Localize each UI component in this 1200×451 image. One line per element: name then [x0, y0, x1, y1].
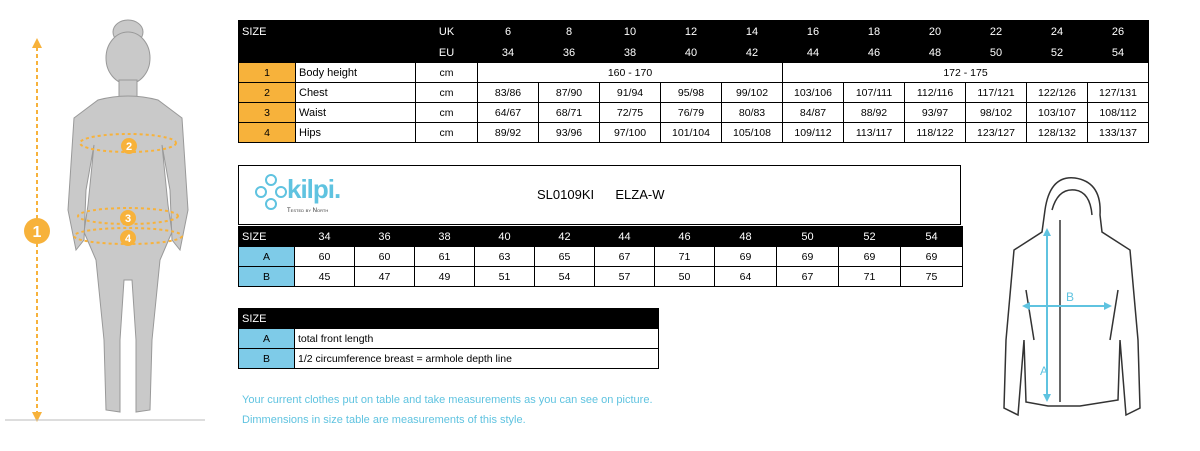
product-size-header: SIZE — [239, 227, 295, 247]
marker-1 — [24, 218, 50, 244]
table-cell: 76/79 — [661, 103, 722, 123]
product-title — [537, 187, 664, 202]
table-cell: 57 — [595, 267, 655, 287]
table-cell: 122/126 — [1027, 83, 1088, 103]
table-cell: 87/90 — [539, 83, 600, 103]
table-cell: 61 — [415, 247, 475, 267]
product-header — [238, 165, 961, 225]
uk-size: 14 — [722, 21, 783, 43]
table-cell: 128/132 — [1027, 123, 1088, 143]
size-header: 48 — [715, 227, 777, 247]
uk-size: 22 — [966, 21, 1027, 43]
jacket-marker-a: A — [1040, 364, 1049, 378]
eu-size: 40 — [661, 43, 722, 63]
table-cell: 67 — [777, 267, 839, 287]
size-header: 36 — [355, 227, 415, 247]
legend-header: SIZE — [239, 309, 295, 329]
table-cell: 113/117 — [844, 123, 905, 143]
legend-description: 1/2 circumference breast = armhole depth line — [295, 349, 659, 369]
svg-text:3: 3 — [124, 213, 132, 225]
table-cell: 68/71 — [539, 103, 600, 123]
size-header: 54 — [901, 227, 963, 247]
jacket-illustration — [990, 170, 1160, 430]
table-cell: 91/94 — [600, 83, 661, 103]
table-row — [239, 329, 659, 349]
marker-4 — [120, 230, 136, 246]
table-cell: 71 — [839, 267, 901, 287]
table-cell: 67 — [595, 247, 655, 267]
row-label: Hips — [296, 123, 416, 143]
table-cell: 99/102 — [722, 83, 783, 103]
size-header: 52 — [839, 227, 901, 247]
table-row — [239, 103, 1149, 123]
table-cell: 60 — [295, 247, 355, 267]
table-cell: 75 — [901, 267, 963, 287]
table-cell: 93/97 — [905, 103, 966, 123]
table-cell: 60 — [355, 247, 415, 267]
instruction-note: Dimmensions in size table are measurements of this style. — [242, 414, 526, 426]
row-unit: cm — [416, 83, 478, 103]
uk-size: 26 — [1088, 21, 1149, 43]
eu-size: 48 — [905, 43, 966, 63]
table-cell: 93/96 — [539, 123, 600, 143]
table-cell: 101/104 — [661, 123, 722, 143]
legend-description: total front length — [295, 329, 659, 349]
table-cell: 103/107 — [1027, 103, 1088, 123]
main-size-table — [238, 20, 1149, 143]
row-label: Body height — [296, 63, 416, 83]
table-cell: 89/92 — [478, 123, 539, 143]
eu-size: 36 — [539, 43, 600, 63]
row-number: 4 — [239, 123, 296, 143]
table-cell: 118/122 — [905, 123, 966, 143]
table-cell: 50 — [655, 267, 715, 287]
size-header: 42 — [535, 227, 595, 247]
size-header: 40 — [475, 227, 535, 247]
size-header: 46 — [655, 227, 715, 247]
brand-tagline: Tested by North — [287, 208, 329, 214]
uk-size: 6 — [478, 21, 539, 43]
eu-size: 50 — [966, 43, 1027, 63]
table-cell: 49 — [415, 267, 475, 287]
row-unit: cm — [416, 103, 478, 123]
instruction-note: Your current clothes put on table and take measurements as you can see on picture. — [242, 394, 653, 406]
table-row — [239, 247, 963, 267]
uk-size: 12 — [661, 21, 722, 43]
size-header: 38 — [415, 227, 475, 247]
eu-size: 52 — [1027, 43, 1088, 63]
eu-size: 42 — [722, 43, 783, 63]
table-row — [239, 83, 1149, 103]
eu-size: 34 — [478, 43, 539, 63]
body-height-range: 160 - 170 — [478, 63, 783, 83]
table-cell: 69 — [901, 247, 963, 267]
table-cell: 80/83 — [722, 103, 783, 123]
row-unit: cm — [416, 63, 478, 83]
table-cell: 64/67 — [478, 103, 539, 123]
kilpi-logo-icon — [253, 172, 289, 212]
table-cell: 83/86 — [478, 83, 539, 103]
table-cell: 88/92 — [844, 103, 905, 123]
table-cell: 84/87 — [783, 103, 844, 123]
legend-key: A — [239, 329, 295, 349]
body-height-range: 172 - 175 — [783, 63, 1149, 83]
uk-size: 8 — [539, 21, 600, 43]
size-header: 34 — [295, 227, 355, 247]
jacket-marker-b: B — [1066, 290, 1075, 304]
table-row — [239, 267, 963, 287]
table-cell: 97/100 — [600, 123, 661, 143]
uk-size: 20 — [905, 21, 966, 43]
table-cell: 123/127 — [966, 123, 1027, 143]
svg-text:2: 2 — [125, 141, 133, 153]
table-cell: 47 — [355, 267, 415, 287]
row-number: 2 — [239, 83, 296, 103]
product-size-table — [238, 226, 963, 287]
table-cell: 69 — [715, 247, 777, 267]
row-label: A — [239, 247, 295, 267]
table-cell: 127/131 — [1088, 83, 1149, 103]
product-name: ELZA-W — [615, 187, 665, 202]
table-row — [239, 349, 659, 369]
table-cell: 105/108 — [722, 123, 783, 143]
marker-3 — [120, 210, 136, 226]
table-cell: 108/112 — [1088, 103, 1149, 123]
table-cell: 69 — [839, 247, 901, 267]
uk-size: 24 — [1027, 21, 1088, 43]
uk-size: 18 — [844, 21, 905, 43]
eu-size: 46 — [844, 43, 905, 63]
table-cell: 109/112 — [783, 123, 844, 143]
table-cell: 51 — [475, 267, 535, 287]
table-cell: 71 — [655, 247, 715, 267]
table-cell: 64 — [715, 267, 777, 287]
size-header: 44 — [595, 227, 655, 247]
size-header: 50 — [777, 227, 839, 247]
table-cell: 103/106 — [783, 83, 844, 103]
table-row — [239, 123, 1149, 143]
brand-logo-text: kilpi. — [287, 174, 341, 204]
row-label: Chest — [296, 83, 416, 103]
table-cell: 72/75 — [600, 103, 661, 123]
row-number: 3 — [239, 103, 296, 123]
table-cell: 95/98 — [661, 83, 722, 103]
main-size-header: SIZE — [239, 21, 416, 43]
marker-2 — [121, 138, 137, 154]
svg-text:4: 4 — [124, 233, 132, 245]
table-cell: 65 — [535, 247, 595, 267]
legend-key: B — [239, 349, 295, 369]
eu-size: 38 — [600, 43, 661, 63]
table-cell: 117/121 — [966, 83, 1027, 103]
uk-size: 10 — [600, 21, 661, 43]
row-unit: cm — [416, 123, 478, 143]
row-label: Waist — [296, 103, 416, 123]
legend-table — [238, 308, 659, 369]
table-cell: 69 — [777, 247, 839, 267]
table-cell: 45 — [295, 267, 355, 287]
eu-size: 54 — [1088, 43, 1149, 63]
uk-size: 16 — [783, 21, 844, 43]
table-cell: 107/111 — [844, 83, 905, 103]
row-number: 1 — [239, 63, 296, 83]
table-cell: 112/116 — [905, 83, 966, 103]
table-cell: 54 — [535, 267, 595, 287]
table-row — [239, 63, 1149, 83]
table-cell: 63 — [475, 247, 535, 267]
uk-label: UK — [416, 21, 478, 43]
row-label: B — [239, 267, 295, 287]
product-code: SL0109KI — [537, 187, 595, 202]
table-cell: 98/102 — [966, 103, 1027, 123]
eu-label: EU — [416, 43, 478, 63]
table-cell: 133/137 — [1088, 123, 1149, 143]
svg-text:1: 1 — [32, 224, 42, 241]
body-figure-illustration — [0, 0, 230, 451]
eu-size: 44 — [783, 43, 844, 63]
